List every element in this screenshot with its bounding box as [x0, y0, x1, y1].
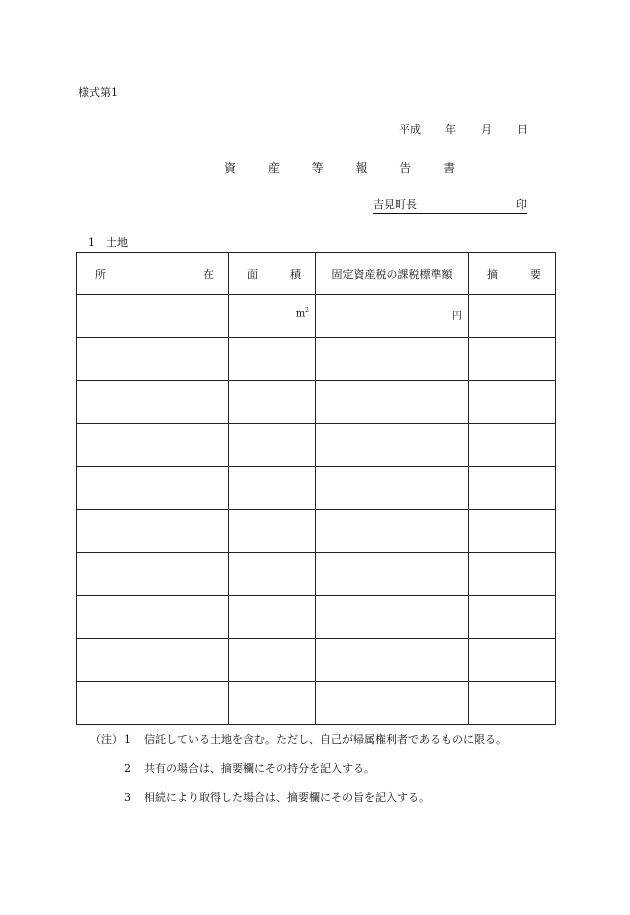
document-title: 資 産 等 報 告 書: [224, 161, 470, 175]
cell-area[interactable]: [229, 338, 316, 381]
cell-location[interactable]: [77, 295, 229, 338]
land-table: [76, 252, 556, 725]
note-1: [90, 733, 507, 747]
note-number: 3: [124, 791, 131, 804]
cell-assessed-value[interactable]: [316, 467, 469, 510]
cell-location[interactable]: [77, 424, 229, 467]
note-number: 1: [124, 733, 131, 746]
cell-location[interactable]: [77, 596, 229, 639]
table-row: [77, 338, 556, 381]
cell-assessed-value[interactable]: [316, 553, 469, 596]
table-row: [77, 682, 556, 725]
table-row-units: [77, 295, 556, 338]
header-area-right: 積: [290, 267, 301, 281]
date-year-label: 年: [445, 123, 456, 136]
header-area: [229, 253, 316, 295]
cell-assessed-value[interactable]: [316, 338, 469, 381]
cell-assessed-value[interactable]: [316, 381, 469, 424]
seal-mark: 印: [516, 198, 527, 211]
cell-area[interactable]: [229, 639, 316, 682]
cell-area[interactable]: [229, 295, 316, 338]
cell-remarks[interactable]: [469, 553, 556, 596]
addressee: 吉見町長: [373, 198, 417, 211]
date-era: 平成: [399, 123, 421, 136]
note-text: 共有の場合は、摘要欄にその持分を記入する。: [144, 762, 375, 775]
cell-remarks[interactable]: [469, 682, 556, 725]
note-number: 2: [124, 762, 131, 775]
cell-location[interactable]: [77, 510, 229, 553]
header-location: [77, 253, 229, 295]
note-prefix: （注）: [90, 733, 123, 746]
form-number: 様式第1: [78, 86, 118, 99]
header-area-left: 面: [247, 267, 258, 281]
cell-assessed-value[interactable]: [316, 682, 469, 725]
table-row: [77, 424, 556, 467]
unit-area: $m^2$: [295, 307, 309, 320]
cell-location[interactable]: [77, 553, 229, 596]
table-header-row: [77, 253, 556, 295]
note-2: [124, 762, 375, 776]
table-row: [77, 553, 556, 596]
header-location-left: 所: [95, 267, 106, 281]
header-remarks-left: 摘: [487, 267, 498, 281]
header-assessed-value: 固定資産税の課税標準額: [316, 253, 469, 295]
cell-area[interactable]: [229, 381, 316, 424]
cell-assessed-value[interactable]: [316, 295, 469, 338]
header-remarks: [469, 253, 556, 295]
table-row: [77, 639, 556, 682]
cell-area[interactable]: [229, 467, 316, 510]
cell-remarks[interactable]: [469, 596, 556, 639]
cell-location[interactable]: [77, 682, 229, 725]
cell-area[interactable]: [229, 682, 316, 725]
cell-location[interactable]: [77, 338, 229, 381]
table-row: [77, 510, 556, 553]
cell-remarks[interactable]: [469, 381, 556, 424]
cell-assessed-value[interactable]: [316, 424, 469, 467]
cell-assessed-value[interactable]: [316, 596, 469, 639]
header-location-right: 在: [203, 267, 214, 281]
note-text: 相続により取得した場合は、摘要欄にその旨を記入する。: [144, 791, 430, 804]
cell-area[interactable]: [229, 553, 316, 596]
cell-area[interactable]: [229, 510, 316, 553]
cell-remarks[interactable]: [469, 510, 556, 553]
cell-assessed-value[interactable]: [316, 639, 469, 682]
note-3: [124, 791, 430, 805]
cell-location[interactable]: [77, 381, 229, 424]
cell-location[interactable]: [77, 467, 229, 510]
cell-remarks[interactable]: [469, 467, 556, 510]
table-row: [77, 381, 556, 424]
cell-assessed-value[interactable]: [316, 510, 469, 553]
note-text: 信託している土地を含む。ただし、自己が帰属権利者であるものに限る。: [144, 733, 507, 746]
table-row: [77, 467, 556, 510]
cell-area[interactable]: [229, 424, 316, 467]
header-remarks-right: 要: [530, 267, 541, 281]
date-day-label: 日: [517, 123, 528, 136]
cell-remarks[interactable]: [469, 338, 556, 381]
cell-location[interactable]: [77, 639, 229, 682]
date-month-label: 月: [481, 123, 492, 136]
section-label: 1 土地: [88, 236, 128, 249]
cell-remarks[interactable]: [469, 295, 556, 338]
cell-area[interactable]: [229, 596, 316, 639]
unit-yen: 円: [452, 311, 462, 322]
addressee-line: [373, 198, 527, 214]
cell-remarks[interactable]: [469, 424, 556, 467]
cell-remarks[interactable]: [469, 639, 556, 682]
table-row: [77, 596, 556, 639]
